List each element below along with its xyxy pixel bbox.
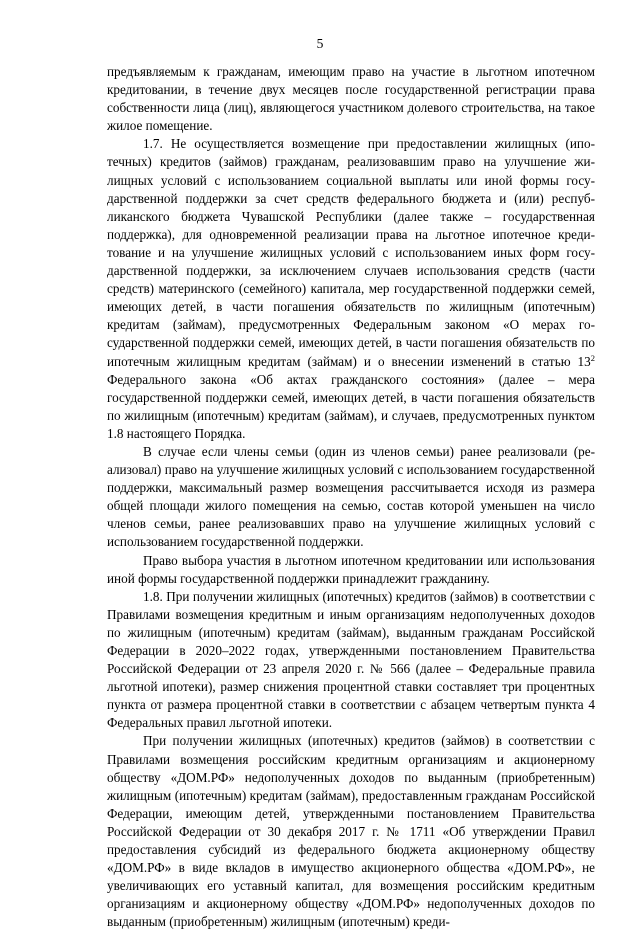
page-number: 5 xyxy=(316,36,324,51)
paragraph-1-7-text-b: Федерального закона «Об актах гражданского состояния» (далее – мера государственной поддержки семей, имеющих детей, в части погашения обязательств по жилищным (ипотечным) кредитам (займам), и случаев, предусмотренных пунктом 1.8 настоящего Порядка. xyxy=(107,371,595,441)
paragraph-family-members: В случае если члены семьи (один из членов семьи) ранее реализовали (реализовал) право на улучшение жилищных условий с использованием государственной поддержки, максимальный размер возмещения рассчитывается исходя из размера общей площади жилого помещения на семью, состав которой уменьшен на число членов семьи, ранее реализовавших право на улучшение жилищных условий с использованием государственной поддержки. xyxy=(107,443,595,550)
document-body xyxy=(107,63,595,932)
paragraph-dom-rf: При получении жилищных (ипотечных) кредитов (займов) в соответствии с Правилами возмещения российским кредитным организациям и акционерному обществу «ДОМ.РФ» недополученных доходов по выданным (приобретенным) жилищным (ипотечным) кредитам (займам), предоставленным гражданам Российской Федерации, имеющим детей, утвержденными постановлением Правительства Российской Федерации от 30 декабря 2017 г. № 1711 «Об утверждении Правил предоставления субсидий из федерального бюджета акционерному обществу «ДОМ.РФ» в виде вкладов в имущество акционерного общества «ДОМ.РФ», не увеличивающих его уставный капитал, для возмещения российским кредитным организациям и акционерному обществу «ДОМ.РФ» недополученных доходов по выданным (приобретенным) жилищным (ипотечным) креди- xyxy=(107,733,595,930)
paragraph-1-7-text-a: 1.7. Не осуществляется возмещение при предоставлении жилищных (ипотечных) кредитов (займов) гражданам, реализовавшим право на улучшение жилищных условий с использованием социальной выплаты или иной формы государственной поддержки за счет средств федерального бюджета и (или) республиканского бюджета Чувашской Республики (далее также – государственная поддержка), для одновременной реализации права на льготное ипотечное кредитование и на улучшение жилищных условий с использованием иных форм государственной поддержки, за исключением случаев использования средств (части средств) материнского (семейного) капитала, мер государственной поддержки семей, имеющих детей, в части погашения обязательств по жилищным (ипотечным) кредитам (займам), предусмотренных Федеральным законом «О мерах государственной поддержки семей, имеющих детей, в части погашения обязательств по ипотечным жилищным кредитам (займам) и о внесении изменений в статью 13 xyxy=(107,136,595,369)
paragraph-1-7 xyxy=(107,135,595,443)
paragraph-1-8: 1.8. При получении жилищных (ипотечных) кредитов (займов) в соответствии с Правилами возмещения кредитным и иным организациям недополученных доходов по жилищным (ипотечным) кредитам (займам), выданным гражданам Российской Федерации в 2020–2022 годах, утвержденными постановлением Правительства Российской Федерации от 23 апреля 2020 г. № 566 (далее – Федеральные правила льготной ипотеки), размер снижения процентной ставки составляет три процентных пункта от размера процентной ставки в соответствии с абзацем четвертым пункта 4 Федеральных правил льготной ипотеки. xyxy=(107,588,595,731)
paragraph-right-of-choice: Право выбора участия в льготном ипотечном кредитовании или использования иной формы государственной поддержки принадлежит гражданину. xyxy=(107,552,595,586)
superscript: 2 xyxy=(590,352,595,363)
paragraph-continuation: предъявляемым к гражданам, имеющим право на участие в льготном ипотечном кредитовании, в течение двух месяцев после государственной регистрации права собственности лица (лиц), являющегося участником долевого строительства, на такое жилое помещение. xyxy=(107,64,595,134)
